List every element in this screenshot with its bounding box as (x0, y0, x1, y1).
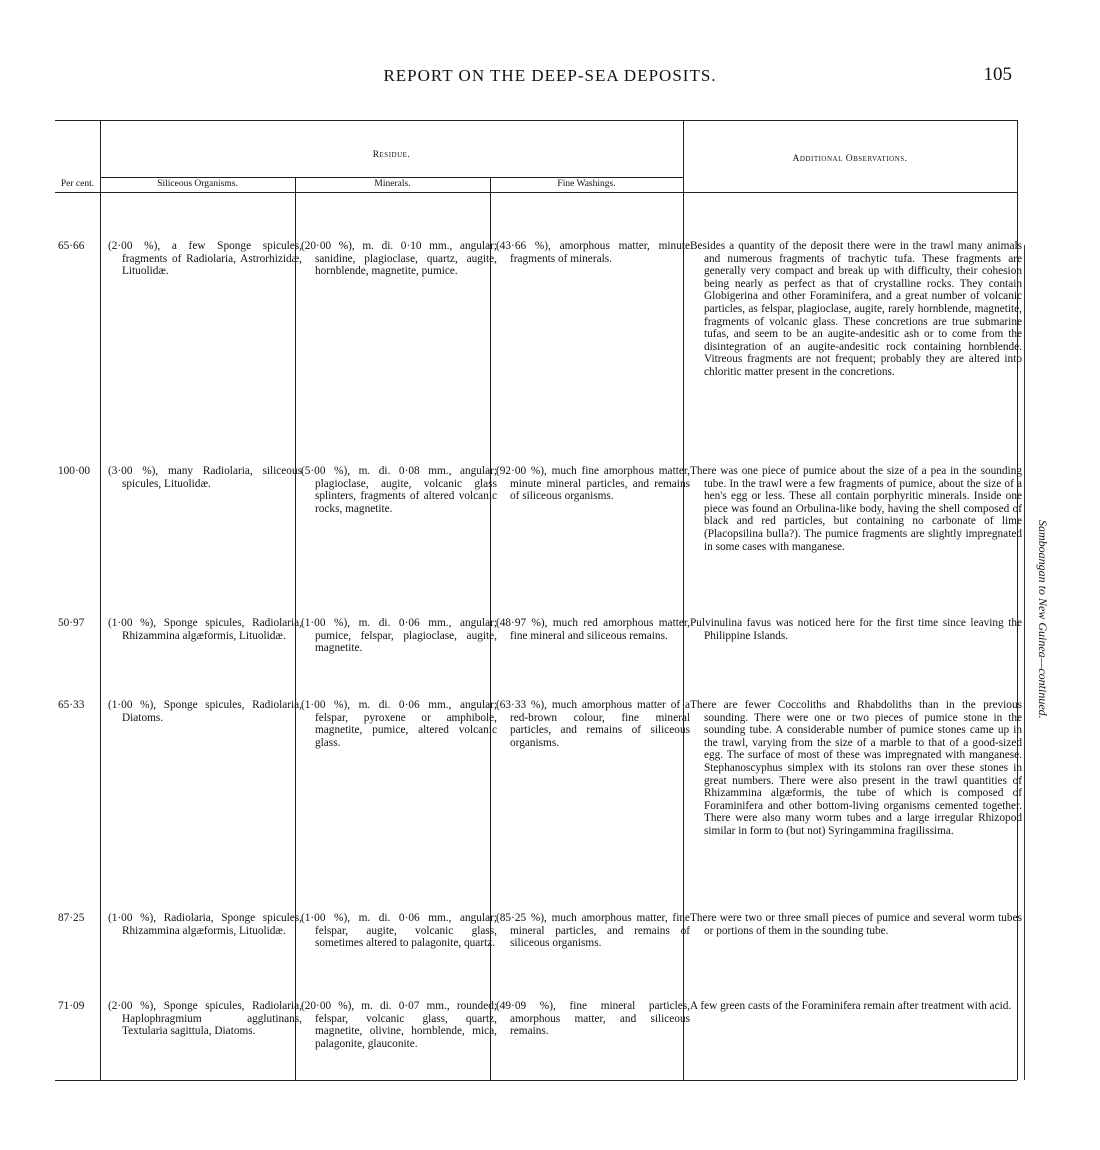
table-top-rule (55, 120, 1017, 121)
residue-group-header: Residue. (372, 150, 411, 160)
row-additional: Pulvinulina favus was noticed here for the first time since leaving the Philippine Islands. (690, 617, 1022, 642)
page-title: REPORT ON THE DEEP-SEA DEPOSITS. (383, 66, 717, 85)
row-minerals: (20·00 %), m. di. 0·07 mm., rounded; felspar, volcanic glass, quartz, magnetite, olivine, hornblende, mica, palagonite, glauconite. (301, 1000, 497, 1050)
row-additional: There was one piece of pumice about the size of a pea in the sounding tube. In the trawl were a few fragments of pumice, about the size of a hen's egg or less. These all contain porphyritic minerals. Inside one piece was found an Orbulina-like body, having the shell composed of black and red particles, but containing no carbonate of lime (Placopsilina bulla?). The pumice fragments are slightly impregnated in some cases with manganese. (690, 465, 1022, 553)
row-fine-washings: (43·66 %), amorphous matter, minute fragments of minerals. (496, 240, 690, 265)
row-per-cent: 87·25 (58, 912, 85, 924)
column-header-per-cent: Per cent. (60, 179, 95, 189)
row-siliceous: (1·00 %), Radiolaria, Sponge spicules, Rhizammina algæformis, Lituolidæ. (108, 912, 302, 937)
row-per-cent: 100·00 (58, 465, 91, 477)
row-fine-washings: (49·09 %), fine mineral particles, amorphous matter, and siliceous remains. (496, 1000, 690, 1038)
row-minerals: (20·00 %), m. di. 0·10 mm., angular; sanidine, plagioclase, quartz, augite, hornblende, magnetite, pumice. (301, 240, 497, 278)
row-per-cent: 50·97 (58, 617, 85, 629)
row-fine-washings: (63·33 %), much amorphous matter of a red-brown colour, fine mineral particles, and remains of siliceous organisms. (496, 699, 690, 749)
header-subrule (100, 177, 683, 178)
row-minerals: (1·00 %), m. di. 0·06 mm., angular; pumice, felspar, plagioclase, augite, magnetite. (301, 617, 497, 655)
row-additional: A few green casts of the Foraminifera remain after treatment with acid. (690, 1000, 1012, 1012)
row-minerals: (5·00 %), m. di. 0·08 mm., angular; plagioclase, augite, volcanic glass splinters, fragments of altered volcanic rocks, magnetite. (301, 465, 497, 515)
row-siliceous: (1·00 %), Sponge spicules, Radiolaria, Diatoms. (108, 699, 302, 724)
column-header-additional: Additional Observations. (792, 154, 908, 164)
side-brace (1014, 245, 1025, 1080)
row-siliceous: (2·00 %), a few Sponge spicules, fragments of Radiolaria, Astrorhizidæ, Lituolidæ. (108, 240, 302, 278)
header-bottom-rule (55, 192, 1017, 193)
row-minerals: (1·00 %), m. di. 0·06 mm., angular; felspar, pyroxene or amphibole, magnetite, pumice, altered volcanic glass. (301, 699, 497, 749)
row-per-cent: 71·09 (58, 1000, 85, 1012)
row-fine-washings: (48·97 %), much red amorphous matter, fine mineral and siliceous remains. (496, 617, 690, 642)
row-per-cent: 65·33 (58, 699, 85, 711)
row-per-cent: 65·66 (58, 240, 85, 252)
column-header-siliceous: Siliceous Organisms. (157, 179, 238, 189)
column-header-fine-washings: Fine Washings. (557, 179, 616, 189)
row-additional: There are fewer Coccoliths and Rhabdoliths than in the previous sounding. There were one or two pieces of pumice stone in the sounding tube. A considerable number of pumice stones came up in the trawl, varying from the size of a marble to that of a good-sized egg. The surface of most of these was impregnated with manganese. Stephanoscyphus simplex with its stolons ran over these stones in great numbers. There were also present in the trawl quantities of Rhizammina algæformis, the tube of which is composed of Foraminifera and other bottom-living organisms cemented together. There were also many worm tubes and a large irregular Rhizopod similar in form to (but not) Syringammina fragilissima. (690, 699, 1022, 837)
row-siliceous: (1·00 %), Sponge spicules, Radiolaria, Rhizammina algæformis, Lituolidæ. (108, 617, 302, 642)
table-bottom-rule (55, 1080, 1017, 1081)
side-note: Samboangan to New Guinea—continued. (1036, 520, 1050, 719)
row-fine-washings: (85·25 %), much amorphous matter, fine mineral particles, and remains of siliceous organisms. (496, 912, 690, 950)
row-siliceous: (3·00 %), many Radiolaria, siliceous spicules, Lituolidæ. (108, 465, 302, 490)
column-header-minerals: Minerals. (374, 179, 411, 189)
page-number: 105 (983, 64, 1012, 85)
row-siliceous: (2·00 %), Sponge spicules, Radiolaria, Haplophragmium agglutinans, Textularia sagittula, Diatoms. (108, 1000, 302, 1038)
row-additional: There were two or three small pieces of pumice and several worm tubes or portions of them in the sounding tube. (690, 912, 1022, 937)
column-divider (100, 120, 101, 1080)
row-minerals: (1·00 %), m. di. 0·06 mm., angular; felspar, augite, volcanic glass, sometimes altered to palagonite, quartz. (301, 912, 497, 950)
row-fine-washings: (92·00 %), much fine amorphous matter, minute mineral particles, and remains of siliceous organisms. (496, 465, 690, 503)
row-additional: Besides a quantity of the deposit there were in the trawl many animals and numerous fragments of trachytic tufa. These fragments are generally very compact and break up with difficulty, their cohesion being nearly as perfect as that of crystalline rocks. They contain Globigerina and other Foraminifera, and a great number of volcanic particles, as felspar, plagioclase, augite, rarely hornblende, magnetite, fragments of volcanic glass. These concretions are true submarine tufas, and seem to be an augite-andesitic ash or to come from the disintegration of an augite-andesitic rock containing hornblende. Vitreous fragments are not frequent; probably they are altered into chloritic matter present in the concretions. (690, 240, 1022, 378)
